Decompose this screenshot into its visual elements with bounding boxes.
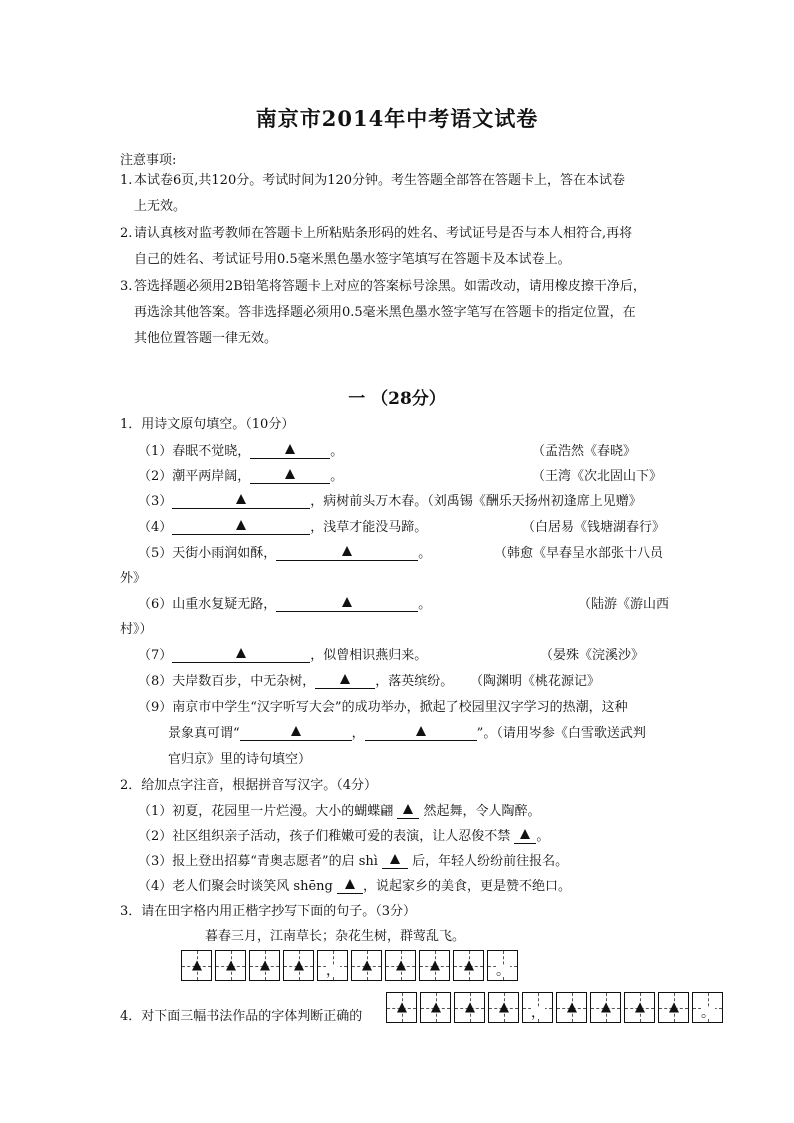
grid-cell[interactable]: [454, 992, 485, 1023]
source-label: （陆游《游山西: [578, 597, 670, 612]
answer-blank[interactable]: [276, 597, 418, 612]
section-heading: 一 （28分）: [348, 389, 446, 409]
triangle-icon: [342, 546, 352, 556]
item-text: 景象真可谓“: [168, 726, 240, 741]
item-text: ，病树前头万木春。（刘禹锡《酬乐天扬州初逢席上见赠》: [310, 494, 642, 509]
q1-item-7: [138, 644, 427, 663]
item-text: （8）夫岸数百步，中无杂树，: [138, 674, 316, 689]
source-label: （陶渊明《桃花源记》: [470, 674, 601, 689]
item-text: （7）: [138, 648, 173, 663]
q1-item-4: [138, 516, 427, 535]
answer-blank[interactable]: [397, 804, 419, 819]
triangle-icon: [520, 829, 530, 839]
triangle-icon: [294, 960, 304, 970]
note-text: 自己的姓名、考试证号用0.5毫米黑色墨水签字笔填写在答题卡及本试卷上。: [134, 252, 571, 267]
grid-cell[interactable]: [249, 950, 280, 981]
source-label: （白居易《钱塘湖春行》: [522, 520, 666, 535]
q1-item-9-line3: 官归京》里的诗句填空）: [168, 752, 312, 767]
copy-sentence: 暮春三月，江南草长；杂花生树，群莺乱飞。: [205, 929, 466, 944]
grid-cell[interactable]: [590, 992, 621, 1023]
triangle-icon: [416, 726, 426, 736]
answer-blank[interactable]: [276, 546, 418, 561]
note-text: 再选涂其他答案。答非选择题必须用0.5毫米黑色墨水签字笔写在答题卡的指定位置，在: [134, 305, 636, 320]
question-3-title: 3．请在田字格内用正楷字抄写下面的句子。（3分）: [120, 904, 417, 919]
punctuation-mark: 。: [496, 963, 510, 979]
triangle-icon: [390, 854, 400, 864]
grid-cell[interactable]: [351, 950, 382, 981]
note-text: 其他位置答题一律无效。: [134, 331, 278, 346]
question-2-title: 2．给加点字注音，根据拼音写汉字。（4分）: [120, 778, 378, 793]
item-text: （4）老人们聚会时谈笑风 shēng: [138, 879, 337, 894]
triangle-icon: [669, 1002, 679, 1012]
triangle-icon: [403, 804, 413, 814]
grid-cell[interactable]: [385, 950, 416, 981]
source-label: （韩愈《早春呈水部张十八员: [494, 546, 664, 561]
source-continuation: 村》）: [120, 622, 153, 637]
item-text: ，: [351, 726, 365, 741]
answer-blank[interactable]: [250, 444, 330, 459]
q1-item-8: [138, 670, 453, 689]
triangle-icon: [285, 444, 295, 454]
item-text: ，落英缤纷。: [375, 674, 454, 689]
answer-blank[interactable]: [365, 726, 477, 741]
triangle-icon: [464, 960, 474, 970]
item-text: ”。（请用岑参《白雪歌送武判: [476, 726, 646, 741]
item-text: （2）社区组织亲子活动，孩子们稚嫩可爱的表演，让人忍俊不禁: [138, 829, 515, 844]
tianzige-grid-2: [386, 992, 726, 1023]
item-text: 然起舞，令人陶醉。: [419, 804, 541, 819]
triangle-icon: [601, 1002, 611, 1012]
triangle-icon: [236, 520, 246, 530]
q2-item-3: [138, 850, 568, 869]
triangle-icon: [397, 1002, 407, 1012]
note-number: 2.: [120, 226, 133, 241]
source-label: （孟浩然《春晓》: [532, 444, 637, 459]
triangle-icon: [465, 1002, 475, 1012]
triangle-icon: [345, 879, 355, 889]
q1-item-1: [138, 440, 343, 459]
answer-blank[interactable]: [250, 469, 330, 484]
item-text: （4）: [138, 520, 173, 535]
answer-blank[interactable]: [337, 879, 363, 894]
item-text: （6）山重水复疑无路，: [138, 597, 277, 612]
note-text: 上无效。: [134, 199, 187, 214]
grid-cell[interactable]: [487, 950, 518, 981]
item-text: 。: [330, 469, 344, 484]
punctuation-mark: ，: [326, 963, 340, 979]
item-text: ，浅草才能没马蹄。: [310, 520, 428, 535]
item-text: 。: [418, 546, 432, 561]
triangle-icon: [342, 597, 352, 607]
triangle-icon: [260, 960, 270, 970]
grid-cell[interactable]: [317, 950, 348, 981]
q1-item-9-line2: [168, 722, 646, 741]
source-label: （晏殊《浣溪沙》: [540, 648, 645, 663]
page-title: 南京市2014年中考语文试卷: [255, 106, 539, 131]
note-number: 3.: [120, 279, 133, 294]
triangle-icon: [192, 960, 202, 970]
triangle-icon: [635, 1002, 645, 1012]
triangle-icon: [285, 469, 295, 479]
note-item: [120, 168, 680, 220]
answer-blank[interactable]: [382, 854, 408, 869]
triangle-icon: [236, 494, 246, 504]
note-text: 本试卷6页,共120分。考试时间为120分钟。考生答题全部答在答题卡上，答在本试卷: [134, 173, 626, 188]
triangle-icon: [226, 960, 236, 970]
grid-cell[interactable]: [215, 950, 246, 981]
grid-cell[interactable]: [181, 950, 212, 981]
grid-cell[interactable]: [488, 992, 519, 1023]
note-number: 1.: [120, 173, 133, 188]
item-text: （3）: [138, 494, 173, 509]
item-text: （5）天街小雨润如酥，: [138, 546, 277, 561]
item-text: 。: [536, 829, 550, 844]
item-text: （1）春眠不觉晓，: [138, 444, 251, 459]
item-text: （1）初夏，花园里一片烂漫。大小的蝴蝶翩: [138, 804, 398, 819]
answer-blank[interactable]: [240, 726, 352, 741]
source-label: （王湾《次北固山下》: [532, 469, 663, 484]
note-text: 请认真核对监考教师在答题卡上所粘贴条形码的姓名、考试证号是否与本人相符合,再将: [134, 226, 633, 241]
q1-item-3: [138, 490, 642, 509]
triangle-icon: [567, 1002, 577, 1012]
answer-blank[interactable]: [514, 829, 536, 844]
item-text: 。: [418, 597, 432, 612]
grid-cell[interactable]: [692, 992, 723, 1023]
grid-cell[interactable]: [283, 950, 314, 981]
triangle-icon: [499, 1002, 509, 1012]
answer-blank[interactable]: [172, 520, 310, 535]
grid-cell[interactable]: [453, 950, 484, 981]
triangle-icon: [236, 648, 246, 658]
item-text: ，说起家乡的美食，更是赞不绝口。: [362, 879, 571, 894]
item-text: （3）报上登出招募“青奥志愿者”的启 shì: [138, 854, 383, 869]
q2-item-2: [138, 825, 549, 844]
question-4-title: 4．对下面三幅书法作品的字体判断正确的: [120, 1009, 363, 1024]
punctuation-mark: ，: [531, 1005, 545, 1021]
q2-item-1: [138, 800, 541, 819]
triangle-icon: [340, 674, 350, 684]
grid-cell[interactable]: [420, 992, 451, 1023]
triangle-icon: [362, 960, 372, 970]
grid-cell[interactable]: [556, 992, 587, 1023]
answer-blank[interactable]: [172, 648, 310, 663]
item-text: （2）潮平两岸阔，: [138, 469, 251, 484]
item-text: 后，年轻人纷纷前往报名。: [408, 854, 569, 869]
triangle-icon: [430, 960, 440, 970]
note-item: [120, 221, 680, 273]
notes-heading: 注意事项:: [120, 153, 177, 168]
q1-item-6: [138, 593, 431, 612]
q1-item-9: （9）南京市中学生“汉字听写大会”的成功举办，掀起了校园里汉字学习的热潮，这种: [138, 700, 628, 715]
note-item: [120, 274, 680, 352]
punctuation-mark: 。: [701, 1005, 715, 1021]
triangle-icon: [291, 726, 301, 736]
answer-blank[interactable]: [315, 674, 375, 689]
triangle-icon: [431, 1002, 441, 1012]
question-1-title: 1．用诗文原句填空。（10分）: [120, 417, 295, 432]
grid-cell[interactable]: [386, 992, 417, 1023]
grid-cell[interactable]: [624, 992, 655, 1023]
grid-cell[interactable]: [522, 992, 553, 1023]
triangle-icon: [396, 960, 406, 970]
q2-item-4: [138, 875, 571, 894]
source-continuation: 外》: [120, 571, 147, 586]
item-text: ，似曾相识燕归来。: [310, 648, 428, 663]
grid-cell[interactable]: [658, 992, 689, 1023]
item-text: 。: [330, 444, 344, 459]
note-text: 答选择题必须用2B铅笔将答题卡上对应的答案标号涂黑。如需改动，请用橡皮擦干净后，: [134, 279, 646, 294]
q1-item-2: [138, 465, 343, 484]
answer-blank[interactable]: [172, 494, 310, 509]
grid-cell[interactable]: [419, 950, 450, 981]
tianzige-grid: [181, 950, 521, 981]
q1-item-5: [138, 542, 431, 561]
